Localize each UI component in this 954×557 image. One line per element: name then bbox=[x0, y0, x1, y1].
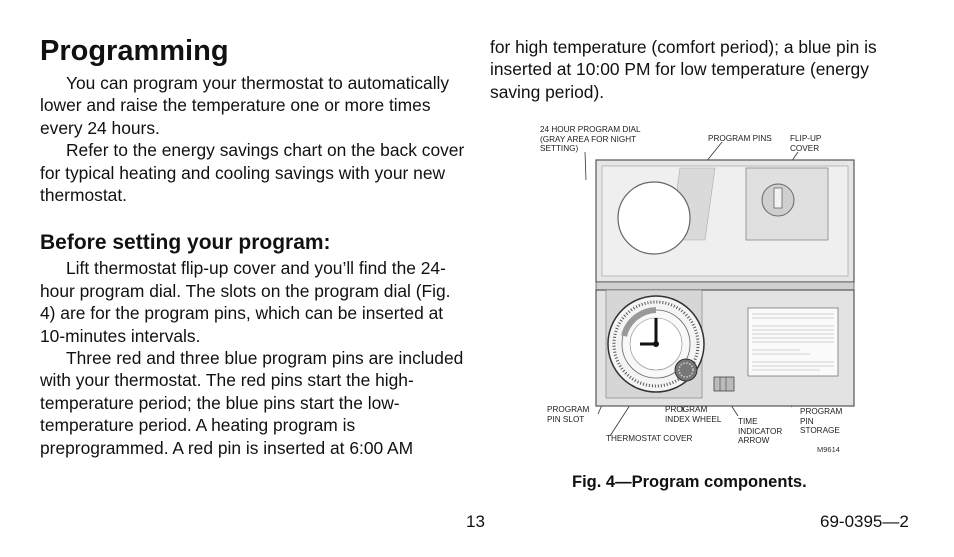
thermostat-illustration bbox=[540, 120, 870, 450]
page-title: Programming bbox=[40, 35, 229, 67]
label-program-pin-slot: PROGRAM PIN SLOT bbox=[547, 405, 590, 424]
intro-paragraph-1: You can program your thermostat to automatically lower and raise the temperature one or more times every 24 hours. bbox=[40, 73, 450, 138]
continued-paragraph: for high temperature (comfort period); a blue pin is inserted at 10:00 PM for low temperature (energy saving period). bbox=[490, 37, 877, 102]
page-number: 13 bbox=[466, 512, 485, 531]
section-paragraph-1: Lift thermostat flip-up cover and you’ll find the 24-hour program dial. The slots on the program dial (Fig. 4) are for the program pins, which can be inserted at 10-minutes intervals. bbox=[40, 258, 451, 346]
right-column bbox=[490, 36, 910, 103]
label-program-dial: 24 HOUR PROGRAM DIAL (GRAY AREA FOR NIGHT SETTING) bbox=[540, 125, 641, 153]
section-heading: Before setting your program: bbox=[40, 231, 331, 255]
left-column bbox=[40, 34, 468, 459]
section-paragraph-2: Three red and three blue program pins are included with your thermostat. The red pins start the high-temperature period; the blue pins start the low-temperature period. A heating program is preprogrammed. A red pin is inserted at 6:00 AM bbox=[40, 348, 464, 458]
document-number: 69-0395—2 bbox=[820, 512, 909, 531]
label-thermostat-cover: THERMOSTAT COVER bbox=[606, 434, 693, 443]
label-program-pin-storage: PROGRAM PIN STORAGE bbox=[800, 407, 843, 435]
label-time-indicator-arrow: TIME INDICATOR ARROW bbox=[738, 417, 783, 445]
pin-storage bbox=[714, 377, 734, 391]
label-program-index-wheel: PROGRAM INDEX WHEEL bbox=[665, 405, 722, 424]
label-program-pins: PROGRAM PINS bbox=[708, 134, 772, 143]
intro-paragraph-2: Refer to the energy savings chart on the back cover for typical heating and cooling savings with your new thermostat. bbox=[40, 140, 465, 206]
figure-caption: Fig. 4—Program components. bbox=[572, 473, 807, 491]
label-flip-up-cover: FLIP-UP COVER bbox=[790, 134, 822, 153]
figure-id: M9614 bbox=[817, 445, 840, 454]
